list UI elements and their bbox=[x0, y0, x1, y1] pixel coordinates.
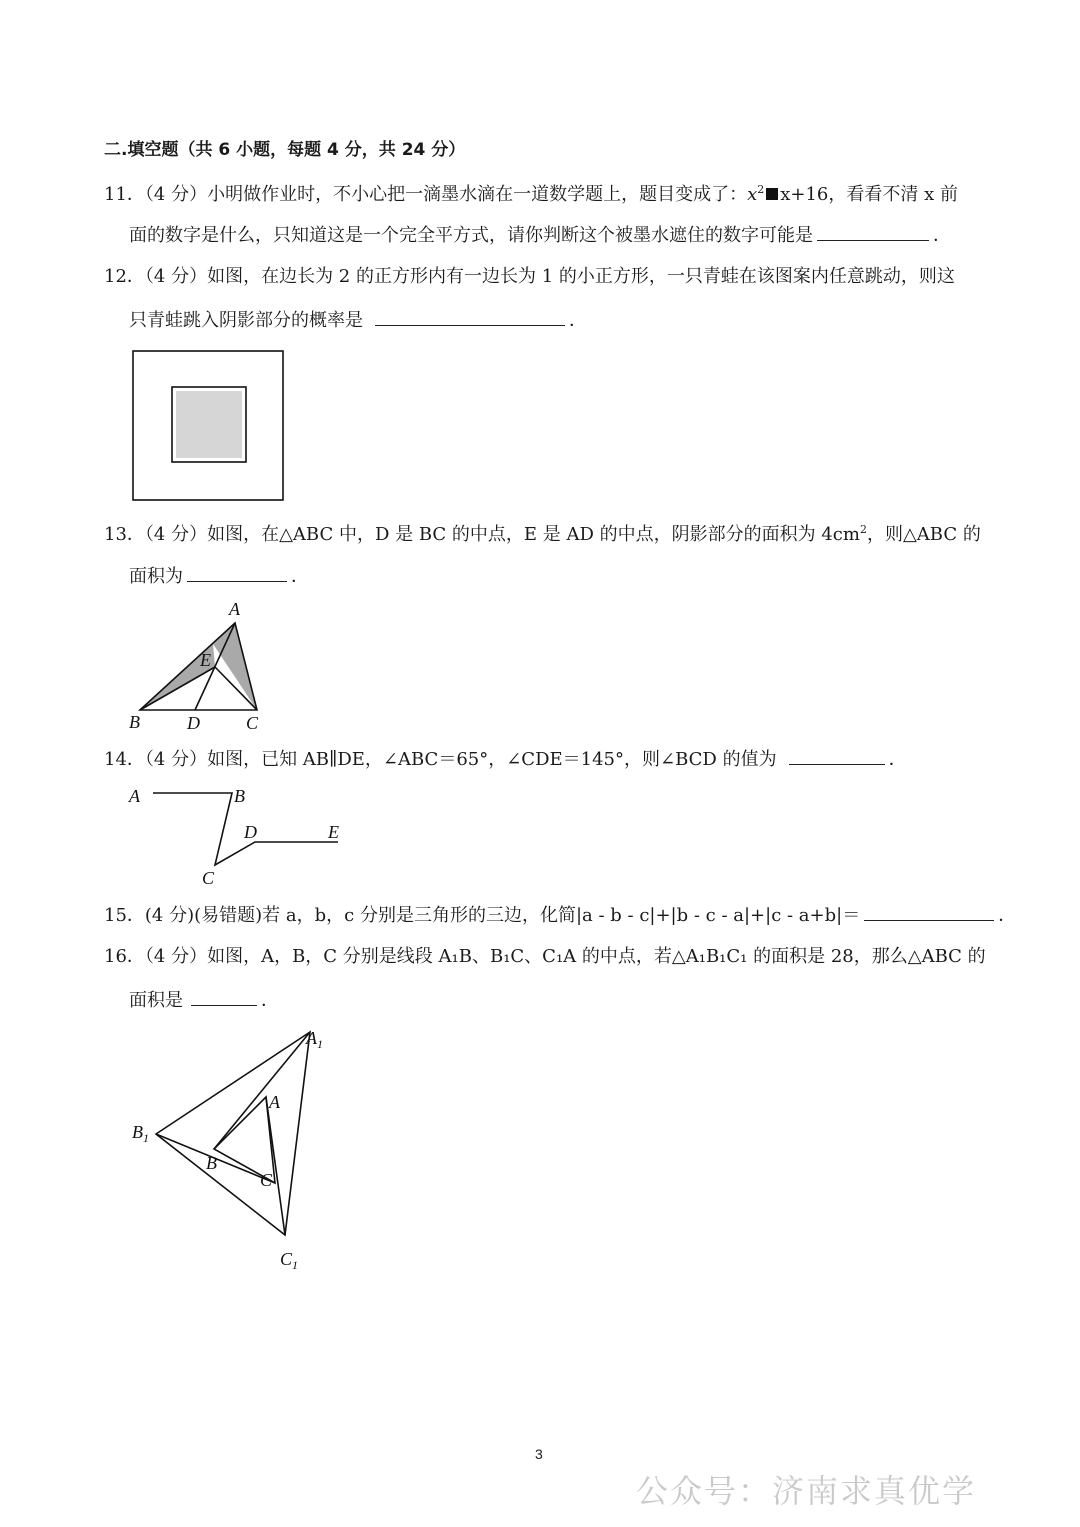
q14-label-c: C bbox=[202, 868, 215, 888]
question-15-line-1 bbox=[104, 906, 1016, 925]
q13-sup: 2 bbox=[859, 523, 867, 536]
q16-figure-triangles bbox=[120, 1020, 350, 1280]
q16-label-a: A bbox=[269, 1092, 280, 1112]
q13-answer-blank[interactable] bbox=[187, 567, 287, 582]
q13-segment-be bbox=[140, 667, 215, 710]
q11-expr-sup: 2 bbox=[757, 183, 765, 196]
watermark-text: 公众号：济南求真优学 bbox=[636, 1472, 977, 1510]
q12-figure-squares bbox=[128, 346, 290, 506]
page-number: 3 bbox=[535, 1446, 543, 1462]
question-12-line-1: 12．（4 分）如图，在边长为 2 的正方形内有一边长为 1 的小正方形，一只青蛙在该图案内任意跳动，则这 bbox=[104, 266, 955, 287]
q14-label-b: B bbox=[234, 786, 245, 806]
q16-label-b: B bbox=[206, 1153, 217, 1173]
q16-label-a1: $A_1$ bbox=[306, 1028, 323, 1051]
q14-figure-parallel bbox=[120, 780, 360, 890]
question-11-line-1 bbox=[104, 184, 958, 204]
q16-end: ． bbox=[261, 990, 279, 1011]
q14-end: ． bbox=[888, 749, 907, 770]
q16-answer-blank[interactable] bbox=[191, 991, 257, 1006]
question-16-line-2 bbox=[129, 991, 279, 1010]
ink-blot-icon bbox=[766, 188, 778, 200]
q16-segment-c1a bbox=[266, 1097, 285, 1235]
q16-segment-a1b bbox=[214, 1032, 310, 1149]
q13-label-d: D bbox=[187, 713, 200, 733]
q14-label-d: D bbox=[244, 822, 257, 842]
q12-end: ． bbox=[569, 310, 587, 331]
q13-figure-triangle bbox=[120, 596, 280, 736]
q13-label-c: C bbox=[246, 713, 259, 733]
question-14-line-1 bbox=[104, 750, 907, 769]
q13-label-b: B bbox=[129, 712, 140, 732]
question-13-line-1 bbox=[104, 524, 981, 544]
q11-expr-tail: x+16，看看不清 x 前 bbox=[780, 184, 958, 205]
q13-text-post: ，则△ABC 的 bbox=[866, 524, 981, 545]
q12-text-2: 只青蛙跳入阴影部分的概率是 bbox=[129, 310, 363, 331]
section-title: 二.填空题（共 6 小题，每题 4 分，共 24 分） bbox=[104, 140, 466, 160]
q13-end: ． bbox=[291, 566, 309, 587]
q16-triangle-a1b1c1 bbox=[156, 1032, 310, 1235]
question-13-line-2 bbox=[129, 567, 309, 586]
q11-text-2: 面的数字是什么，只知道这是一个完全平方式，请你判断这个被墨水遮住的数字可能是 bbox=[129, 225, 813, 246]
q12-answer-blank[interactable] bbox=[375, 311, 565, 326]
q13-text: 13．（4 分）如图，在△ABC 中，D 是 BC 的中点，E 是 AD 的中点，阴影部分的面积为 4cm bbox=[104, 524, 860, 545]
q11-end: ． bbox=[933, 225, 951, 246]
q11-answer-blank[interactable] bbox=[817, 226, 929, 241]
q14-answer-blank[interactable] bbox=[789, 750, 885, 765]
q16-label-c1: $C_1$ bbox=[280, 1249, 299, 1272]
q16-text-2: 面积是 bbox=[129, 990, 183, 1011]
question-11-line-2 bbox=[129, 226, 951, 245]
q13-text-2: 面积为 bbox=[129, 566, 183, 587]
q13-label-e: E bbox=[200, 650, 211, 670]
q15-answer-blank[interactable] bbox=[864, 906, 994, 921]
q16-label-c: C bbox=[260, 1170, 273, 1190]
q14-label-a: A bbox=[129, 786, 140, 806]
q14-label-e: E bbox=[328, 822, 339, 842]
question-12-line-2 bbox=[129, 311, 587, 330]
q13-label-a: A bbox=[229, 599, 240, 619]
q15-end: ． bbox=[998, 905, 1017, 926]
q11-expr-x: x bbox=[747, 184, 758, 205]
q16-label-b1: $B_1$ bbox=[132, 1122, 149, 1145]
question-16-line-1: 16．（4 分）如图，A，B，C 分别是线段 A₁B、B₁C、C₁A 的中点，若△A₁B₁C₁ 的面积是 28，那么△ABC 的 bbox=[104, 946, 986, 967]
q11-text: 11．（4 分）小明做作业时，不小心把一滴墨水滴在一道数学题上，题目变成了： bbox=[104, 184, 748, 205]
q14-text: 14．（4 分）如图，已知 AB∥DE，∠ABC＝65°，∠CDE＝145°，则∠BCD 的值为 bbox=[104, 749, 777, 770]
q15-text: 15．(4 分)(易错题)若 a，b，c 分别是三角形的三边，化简|a - b - c|+|b - c - a|+|c - a+b|＝ bbox=[104, 905, 861, 926]
q12-shaded-region bbox=[176, 391, 242, 458]
